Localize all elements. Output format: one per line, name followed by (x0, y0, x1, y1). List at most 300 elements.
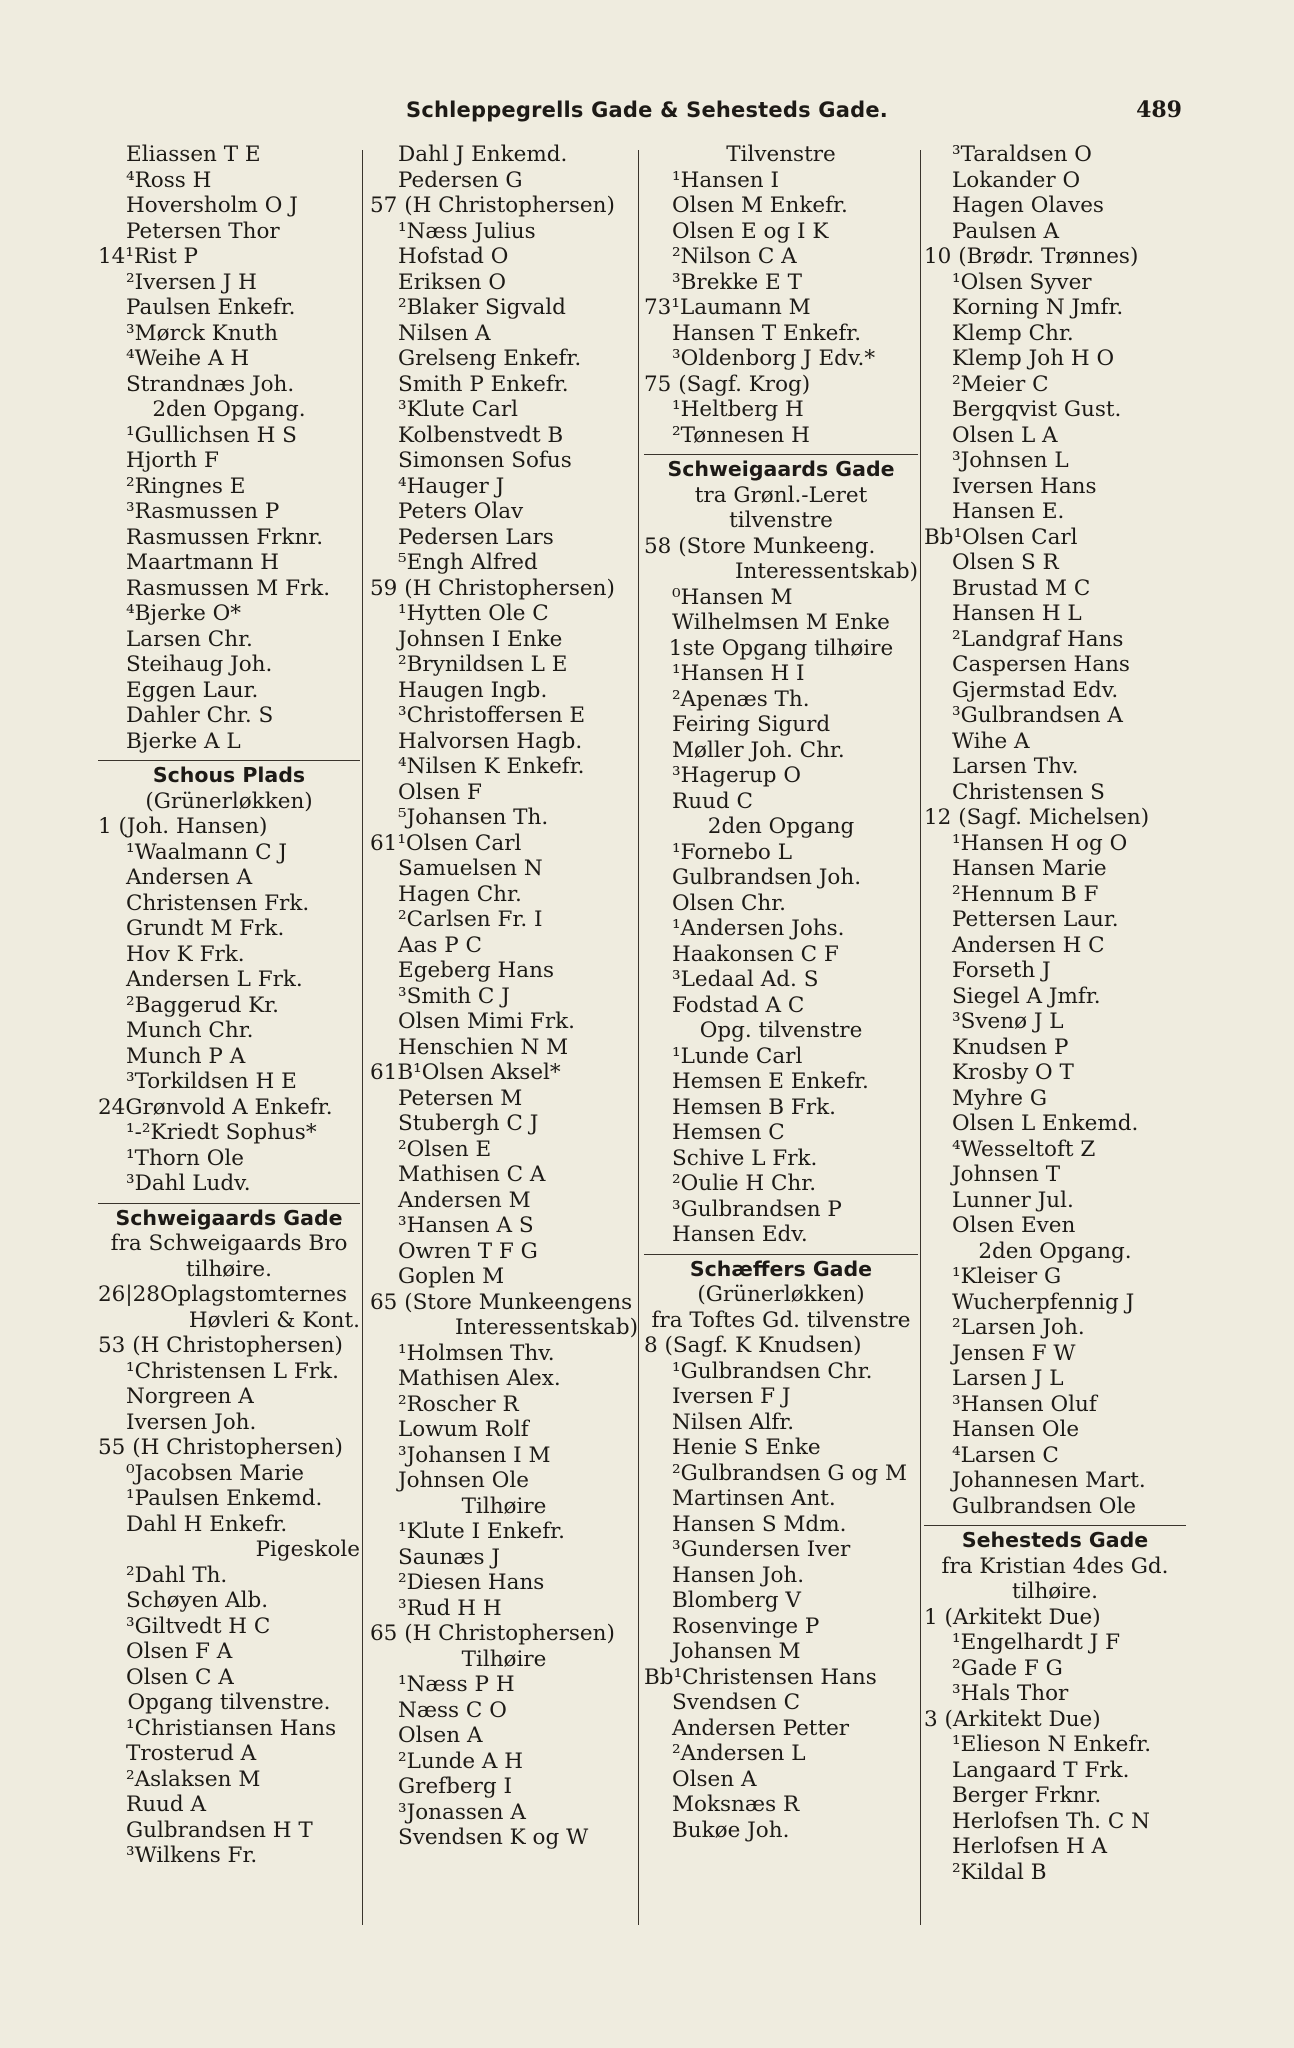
resident-entry (370, 448, 638, 474)
entry-text: Olsen L A (952, 422, 1058, 448)
resident-entry (98, 1792, 360, 1818)
entry-text: Olsen F (398, 779, 482, 805)
sub-heading (644, 1018, 918, 1044)
resident-entry (644, 687, 918, 713)
resident-entry (924, 1341, 1186, 1367)
resident-entry (924, 525, 1186, 551)
entry-text: Aas P C (398, 932, 482, 958)
resident-entry (370, 1213, 638, 1239)
resident-entry (644, 1690, 918, 1716)
resident-entry (924, 219, 1186, 245)
resident-entry (644, 1461, 918, 1487)
entry-text: ³Gundersen Iver (672, 1537, 851, 1562)
resident-entry (924, 754, 1186, 780)
resident-entry (370, 627, 638, 653)
entry-text: Larsen J L (952, 1366, 1064, 1391)
resident-entry (98, 1665, 360, 1691)
entry-text: ²Landgraf Hans (952, 626, 1124, 652)
resident-entry (924, 1494, 1186, 1520)
entry-text: Schive L Frk. (672, 1145, 818, 1171)
resident-entry (370, 142, 638, 168)
entry-text: Christensen Frk. (126, 890, 310, 916)
entry-text: Andersen A (126, 865, 253, 890)
entry-text: Tilhøire (461, 1646, 547, 1672)
resident-entry (370, 882, 638, 908)
entry-text: Simonsen Sofus (398, 448, 572, 473)
entry-text: Lunner Jul. (952, 1187, 1074, 1213)
resident-entry (924, 1417, 1186, 1443)
resident-entry (924, 474, 1186, 500)
entry-text: ⁴Bjerke O* (126, 601, 242, 626)
entry-text: Schous Plads (152, 763, 306, 787)
entry-text: ⁴Weihe A H (126, 346, 250, 371)
entry-text: ³Christoffersen E (398, 703, 586, 728)
resident-entry (98, 1588, 360, 1614)
entry-text: 2den Opgang. (978, 1238, 1132, 1264)
entry-text: Hemsen C (672, 1120, 785, 1145)
entry-text: Owren T F G (398, 1238, 538, 1264)
entry-text: ⁴Larsen C (952, 1442, 1059, 1468)
sub-heading (644, 1308, 918, 1334)
resident-entry (924, 372, 1186, 398)
entry-text: ²Apenæs Th. (672, 686, 810, 712)
entry-text: Peters Olav (398, 499, 524, 524)
entry-text: ¹Hansen H I (672, 661, 805, 686)
resident-entry (924, 1315, 1186, 1341)
house-number: 61B (370, 1060, 414, 1085)
resident-entry (370, 1111, 638, 1137)
entry-text: Oplagstomternes (159, 1282, 348, 1307)
resident-entry (370, 678, 638, 704)
entry-text: Schæffers Gade (689, 1256, 873, 1281)
entry-text: Steihaug Joh. (126, 652, 273, 677)
entry-text: ²Gade F G (952, 1655, 1063, 1681)
entry-text: 2den Opgang (707, 814, 855, 839)
resident-entry (924, 1758, 1186, 1784)
entry-text: ¹Hansen H og O (952, 830, 1128, 856)
entry-text: ³Smith C J (398, 983, 510, 1009)
sub-heading (924, 1554, 1186, 1580)
entry-text: 57 (H Christophersen) (370, 193, 615, 218)
house-number-line (370, 1621, 638, 1647)
entry-text: Olsen E og I K (672, 218, 829, 244)
entry-text: Olsen L Enkemd. (952, 1111, 1139, 1136)
entry-text: ³Hansen Oluf (952, 1391, 1097, 1417)
entry-text: Maartmann H (126, 550, 280, 575)
resident-entry (370, 831, 638, 857)
entry-text: ²Larsen Joh. (952, 1315, 1085, 1340)
resident-entry (370, 601, 638, 627)
entry-text: Henie S Enke (672, 1435, 821, 1460)
resident-entry (370, 1162, 638, 1188)
entry-text: Caspersen Hans (952, 652, 1130, 677)
resident-entry (644, 942, 918, 968)
entry-text: Bergqvist Gust. (952, 397, 1122, 422)
resident-entry (644, 295, 918, 321)
resident-entry (370, 1366, 638, 1392)
entry-text: Petersen M (398, 1085, 523, 1111)
resident-entry (924, 703, 1186, 729)
entry-text: ⁵Johansen Th. (398, 805, 549, 830)
resident-entry (370, 244, 638, 270)
sub-heading (370, 1494, 638, 1520)
resident-entry (98, 678, 360, 704)
entry-text: Munch Chr. (126, 1018, 254, 1043)
entry-text: Dahl J Enkemd. (398, 142, 568, 167)
entry-continuation (98, 1308, 360, 1334)
resident-entry (98, 1069, 360, 1095)
entry-text: Egeberg Hans (398, 958, 554, 983)
resident-entry (98, 1359, 360, 1385)
entry-text: Mathisen Alex. (398, 1366, 561, 1391)
entry-text: Møller Joh. Chr. (672, 737, 845, 763)
resident-entry (644, 1563, 918, 1589)
entry-text: Hansen H L (952, 601, 1082, 626)
house-number-line (924, 1707, 1186, 1733)
resident-entry (370, 474, 638, 500)
resident-entry (924, 1060, 1186, 1086)
entry-text: ⁰Hansen M (672, 584, 793, 610)
resident-entry (98, 295, 360, 321)
resident-entry (644, 168, 918, 194)
entry-text: ³Dahl Ludv. (126, 1171, 251, 1196)
entry-text: Dahler Chr. S (126, 703, 274, 728)
resident-entry (98, 346, 360, 372)
entry-text: Hemsen B Frk. (672, 1094, 836, 1120)
entry-text: Sehesteds Gade (961, 1528, 1149, 1552)
entry-text: ³Rasmussen P (126, 499, 280, 524)
resident-entry (924, 652, 1186, 678)
resident-entry (644, 738, 918, 764)
entry-text: ¹Waalmann C J (126, 839, 287, 865)
resident-entry (370, 1009, 638, 1035)
resident-entry (924, 346, 1186, 372)
entry-text: Petersen Thor (126, 218, 280, 244)
resident-entry (370, 1443, 638, 1469)
entry-text: Pigeskole (255, 1537, 360, 1562)
resident-entry (644, 1767, 918, 1793)
resident-entry (98, 652, 360, 678)
resident-entry (644, 916, 918, 942)
entry-text: ³Svenø J L (952, 1009, 1064, 1034)
resident-entry (924, 295, 1186, 321)
resident-entry (98, 840, 360, 866)
resident-entry (370, 499, 638, 525)
entry-text: Hofstad O (398, 244, 509, 269)
entry-text: Trosterud A (126, 1741, 257, 1766)
entry-text: Gulbrandsen Joh. (672, 865, 862, 890)
entry-text: Hagen Chr. (398, 881, 522, 907)
resident-entry (98, 576, 360, 602)
resident-entry (98, 499, 360, 525)
resident-entry (924, 933, 1186, 959)
entry-text: Iversen Joh. (126, 1409, 257, 1435)
entry-text: Haakonsen C F (672, 941, 839, 967)
entry-text: Herlofsen Th. C N (952, 1808, 1150, 1834)
sub-heading (98, 1257, 360, 1283)
house-number-line (98, 1435, 360, 1461)
entry-text: Eriksen O (398, 269, 506, 295)
entry-text: Siegel A Jmfr. (952, 983, 1101, 1009)
entry-text: Klemp Joh H O (952, 346, 1115, 371)
entry-text: ¹Andersen Johs. (672, 916, 845, 941)
entry-text: Hov K Frk. (126, 941, 245, 967)
entry-text: Hagen Olaves (952, 193, 1104, 218)
entry-text: ³Gulbrandsen A (952, 703, 1123, 728)
house-number-line (924, 805, 1186, 831)
resident-entry (98, 1095, 360, 1121)
resident-entry (924, 1290, 1186, 1316)
resident-entry (644, 1171, 918, 1197)
resident-entry (370, 1545, 638, 1571)
resident-entry (924, 270, 1186, 296)
entry-text: ²Kildal B (952, 1859, 1047, 1885)
sub-heading (924, 1579, 1186, 1605)
resident-entry (98, 865, 360, 891)
resident-entry (370, 321, 638, 347)
entry-text: 59 (H Christophersen) (370, 575, 615, 601)
entry-text: Hansen Edv. (672, 1222, 808, 1247)
column-4 (924, 142, 1186, 1885)
entry-text: Olsen C A (126, 1664, 234, 1690)
resident-entry (644, 1095, 918, 1121)
entry-text: Blomberg V (672, 1588, 801, 1613)
resident-entry (98, 244, 360, 270)
entry-text: Langaard T Frk. (952, 1757, 1130, 1783)
entry-text: Andersen H C (952, 932, 1105, 958)
entry-text: Korning N Jmfr. (952, 295, 1124, 320)
resident-entry (98, 270, 360, 296)
entry-text: Rosenvinge P (672, 1613, 820, 1639)
resident-entry (370, 1392, 638, 1418)
entry-text: Munch P A (126, 1043, 246, 1069)
entry-text: Berger Frknr. (952, 1783, 1102, 1808)
house-number-line (644, 1333, 918, 1359)
resident-entry (644, 346, 918, 372)
resident-entry (98, 193, 360, 219)
entry-text: ¹Gulbrandsen Chr. (672, 1358, 873, 1384)
entry-text: Olsen Mimi Frk. (398, 1009, 575, 1034)
resident-entry (924, 1009, 1186, 1035)
column-2 (370, 142, 638, 1851)
entry-continuation (98, 1537, 360, 1563)
resident-entry (924, 984, 1186, 1010)
entry-text: ²Brynildsen L E (398, 652, 568, 677)
section-heading (98, 760, 360, 789)
entry-text: ¹Engelhardt J F (952, 1630, 1121, 1655)
resident-entry (924, 1264, 1186, 1290)
resident-entry (644, 321, 918, 347)
entry-text: ¹Elieson N Enkefr. (952, 1732, 1152, 1757)
entry-text: ²Oulie H Chr. (672, 1171, 817, 1196)
resident-entry (370, 1060, 638, 1086)
entry-text: Iversen Hans (952, 473, 1097, 499)
entry-text: tilvenstre (729, 508, 833, 533)
resident-entry (924, 1783, 1186, 1809)
house-number-line (98, 1333, 360, 1359)
entry-text: ¹Hytten Ole C (398, 601, 549, 626)
resident-entry (98, 219, 360, 245)
resident-entry (370, 1137, 638, 1163)
resident-entry (370, 1468, 638, 1494)
entry-text: Jensen F W (952, 1340, 1076, 1366)
resident-entry (644, 763, 918, 789)
resident-entry (644, 661, 918, 687)
resident-entry (98, 1767, 360, 1793)
entry-text: Pedersen Lars (398, 524, 554, 550)
entry-text: ³Johansen I M (398, 1442, 551, 1468)
entry-text: Interessentskab) (454, 1315, 638, 1340)
resident-entry (98, 1639, 360, 1665)
resident-entry (370, 933, 638, 959)
entry-text: Andersen L Frk. (126, 967, 303, 992)
entry-text: Feiring Sigurd (672, 712, 831, 737)
entry-text: Bukøe Joh. (672, 1817, 790, 1843)
resident-entry (924, 499, 1186, 525)
entry-text: Paulsen Enkefr. (126, 295, 296, 320)
resident-entry (98, 1741, 360, 1767)
sub-heading (924, 1239, 1186, 1265)
entry-text: Herlofsen H A (952, 1834, 1108, 1859)
entry-text: (Grünerløkken) (145, 788, 313, 814)
resident-entry (370, 346, 638, 372)
entry-text: Iversen F J (672, 1384, 791, 1409)
entry-text: ²Tønnesen H (672, 422, 810, 448)
entry-text: ¹Paulsen Enkemd. (126, 1486, 323, 1511)
entry-text: 65 (H Christophersen) (370, 1621, 615, 1646)
entry-text: ¹Olsen Aksel* (413, 1060, 561, 1085)
resident-entry (98, 474, 360, 500)
resident-entry (98, 1410, 360, 1436)
resident-entry (98, 1384, 360, 1410)
entry-text: ²Dahl Th. (126, 1562, 228, 1588)
entry-text: ³Torkildsen H E (126, 1069, 297, 1094)
entry-text: ³Klute Carl (398, 397, 519, 422)
house-number: 14 (98, 244, 126, 269)
entry-text: ¹Rist P (125, 244, 199, 269)
entry-text: 8 (Sagf. K Knudsen) (644, 1333, 862, 1358)
entry-text: ¹Laumann M (671, 295, 811, 320)
page-number: 489 (1136, 97, 1182, 123)
entry-text: ²Meier C (952, 371, 1049, 397)
entry-text: 10 (Brødr. Trønnes) (924, 244, 1139, 269)
entry-text: ⁴Nilsen K Enkefr. (398, 754, 585, 779)
resident-entry (924, 1468, 1186, 1494)
entry-text: Grelseng Enkefr. (398, 346, 582, 371)
entry-text: Myhre G (952, 1085, 1048, 1111)
entry-text: ¹Holmsen Thv. (398, 1340, 555, 1366)
resident-entry (924, 142, 1186, 168)
entry-text: ²Diesen Hans (398, 1570, 545, 1595)
entry-text: Johansen M (672, 1639, 801, 1664)
entry-text: Samuelsen N (398, 856, 543, 881)
entry-text: ¹Næss P H (398, 1672, 515, 1697)
entry-text: Hoversholm O J (126, 193, 298, 218)
house-number: 73 (644, 295, 672, 320)
entry-text: Larsen Thv. (952, 754, 1079, 779)
resident-entry (98, 168, 360, 194)
resident-entry (644, 423, 918, 449)
entry-text: Dahl H Enkefr. (126, 1511, 288, 1537)
entry-text: Andersen M (398, 1187, 531, 1213)
resident-entry (98, 550, 360, 576)
entry-text: Saunæs J (398, 1544, 500, 1570)
entry-text: Smith P Enkefr. (398, 371, 569, 397)
resident-entry (98, 1018, 360, 1044)
resident-entry (370, 1698, 638, 1724)
entry-text: Johannesen Mart. (952, 1468, 1146, 1493)
entry-text: Gulbrandsen H T (126, 1817, 313, 1843)
resident-entry (924, 856, 1186, 882)
entry-text: Haugen Ingb. (398, 677, 548, 703)
resident-entry (644, 1614, 918, 1640)
resident-entry (924, 1656, 1186, 1682)
resident-entry (98, 321, 360, 347)
entry-text: ⁵Engh Alfred (398, 550, 538, 575)
resident-entry (370, 550, 638, 576)
resident-entry (644, 1588, 918, 1614)
entry-text: Halvorsen Hagb. (398, 728, 583, 754)
resident-entry (370, 907, 638, 933)
resident-entry (98, 729, 360, 755)
entry-text: tilhøire. (186, 1256, 272, 1282)
resident-entry (370, 525, 638, 551)
resident-entry (370, 1417, 638, 1443)
resident-entry (924, 1162, 1186, 1188)
entry-text: ²Baggerud Kr. (126, 992, 280, 1018)
resident-entry (924, 780, 1186, 806)
resident-entry (370, 1774, 638, 1800)
entry-text: Hansen T Enkefr. (672, 320, 862, 346)
entry-text: Hansen Joh. (672, 1562, 805, 1588)
entry-continuation (370, 1315, 638, 1341)
entry-text: tilhøire. (1012, 1579, 1098, 1604)
house-number-line (370, 193, 638, 219)
entry-text: Eggen Laur. (126, 677, 259, 703)
sub-heading (644, 508, 918, 534)
entry-text: ³Mørck Knuth (126, 320, 279, 346)
section-heading (924, 1525, 1186, 1554)
resident-entry (924, 1035, 1186, 1061)
entry-text: Johnsen I Enke (398, 626, 563, 652)
resident-entry (644, 585, 918, 611)
resident-entry (924, 168, 1186, 194)
entry-text: Hemsen E Enkefr. (672, 1069, 869, 1094)
resident-entry (370, 219, 638, 245)
resident-entry (98, 942, 360, 968)
entry-text: Interessentskab) (734, 559, 918, 584)
resident-entry (98, 1044, 360, 1070)
entry-text: Høvleri & Kont. (188, 1307, 360, 1333)
resident-entry (644, 1792, 918, 1818)
entry-text: Christensen S (952, 779, 1105, 805)
resident-entry (644, 1359, 918, 1385)
resident-entry (98, 601, 360, 627)
entry-text: 1 (Joh. Hansen) (98, 814, 268, 839)
entry-text: fra Schweigaards Bro (110, 1231, 348, 1256)
resident-entry (924, 193, 1186, 219)
entry-text: Gulbrandsen Ole (952, 1493, 1137, 1519)
column-rule (638, 150, 639, 1925)
entry-text: ¹Thorn Ole (126, 1145, 244, 1171)
resident-entry (98, 703, 360, 729)
entry-text: Nilsen A (398, 320, 491, 346)
sub-heading (98, 397, 360, 423)
entry-text: Rasmussen Frknr. (126, 524, 324, 550)
entry-text: Gjermstad Edv. (952, 677, 1119, 703)
entry-text: Lowum Rolf (398, 1417, 529, 1442)
resident-entry (370, 1672, 638, 1698)
